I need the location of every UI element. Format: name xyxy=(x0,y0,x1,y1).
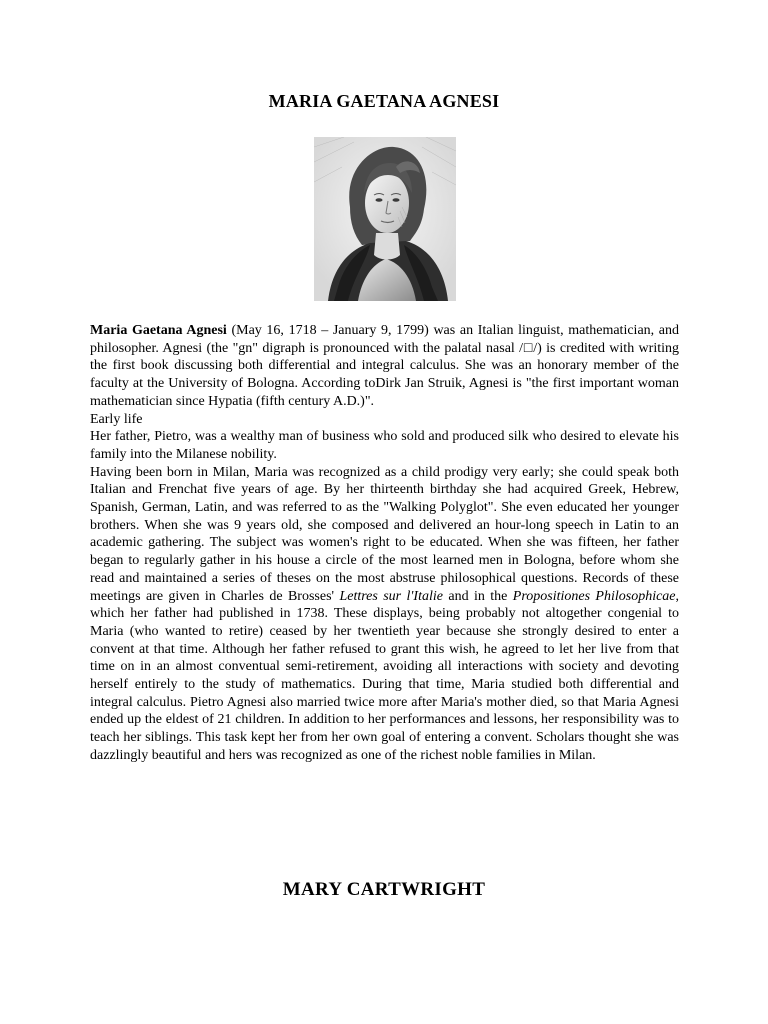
paragraph-intro xyxy=(90,322,679,411)
childhood-text-b: and in the xyxy=(448,588,508,604)
intro-text: (May 16, 1718 – January 9, 1799) was an Italian linguist, mathematician, and philosopher. Agnesi (the "gn" digraph is pronounced with the palatal nasal /□/) is credited with writing the first book discussing both differential and integral calculus. She was an honorary member of the faculty at the University of Bologna. According toDirk Jan Struik, Agnesi is "the first important woman mathematician since Hypatia (fifth century A.D.)". xyxy=(90,323,680,409)
lead-name: Maria Gaetana Agnesi xyxy=(90,323,227,338)
portrait-image xyxy=(314,137,456,301)
book-title-propositiones: Propositiones Philosophicae xyxy=(512,588,676,604)
childhood-text-c: , which her father had published in 1738. These displays, being probably not altogether congenial to Maria (who wanted to retire) ceased by her twentieth year because she strongly desired to enter a convent at that time. Although her father refused to grant this wish, he agreed to let her live from that time on in an almost conventual semi-retirement, avoiding all interactions with society and devoting herself entirely to the study of mathematics. During that time, Maria studied both differential and integral calculus. Pietro Agnesi also married twice more after Maria's mother died, so that Maria Agnesi ended up the eldest of 21 children. In addition to her performances and lessons, her responsibility was to teach her siblings. This task kept her from her own goal of entering a convent. Scholars thought she was dazzlingly beautiful and hers was recognized as one of the richest noble families in Milan. xyxy=(90,588,680,763)
paragraph-father: Her father, Pietro, was a wealthy man of business who sold and produced silk who desired to elevate his family into the Milanese nobility. xyxy=(90,429,679,462)
childhood-text-a: Having been born in Milan, Maria was recognized as a child prodigy very early; she could speak both Italian and Frenchat five years of age. By her thirteenth birthday she had acquired Greek, Hebrew, Spanish, German, Latin, and was referred to as the "Walking Polyglot". She even educated her younger brothers. When she was 9 years old, she composed and delivered an hour-long speech in Latin to an academic gathering. The subject was women's right to be educated. When she was fifteen, her father began to regularly gather in his house a circle of the most learned men in Bologna, before whom she read and maintained a series of theses on the most abstruse philosophical questions. Records of these meetings are given in Charles de Brosses' xyxy=(90,464,679,604)
section-title: MARY CARTWRIGHT xyxy=(282,879,486,900)
biography-text xyxy=(90,322,679,765)
paragraph-childhood xyxy=(90,464,679,765)
book-title-lettres: Lettres sur l'Italie xyxy=(339,588,443,604)
subheading-early-life: Early life xyxy=(90,411,143,427)
section-title: MARIA GAETANA AGNESI xyxy=(268,91,500,111)
